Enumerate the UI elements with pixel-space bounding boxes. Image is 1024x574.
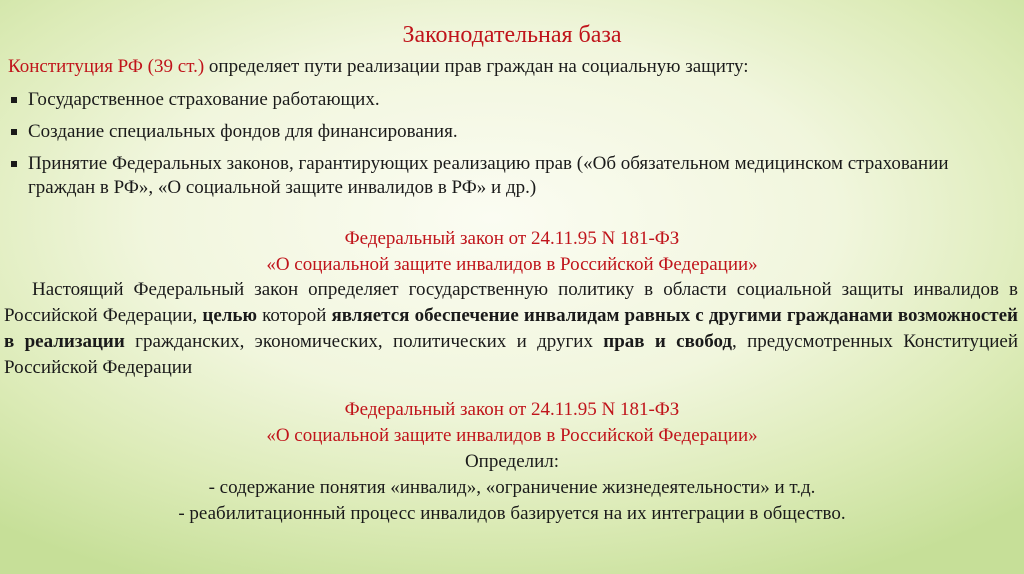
defined-block — [0, 449, 1024, 527]
bullet-item — [10, 152, 1010, 200]
law-heading-2 — [0, 397, 1024, 449]
paragraph-text: Настоящий Федеральный закон определяет государственную политику в области социальной защиты инвалидов в Российской Федерации, — [4, 279, 1018, 326]
paragraph-text: которой — [257, 305, 332, 326]
bullet-text: Государственное страхование работающих. — [28, 89, 380, 110]
paragraph-bold-text: целью — [202, 305, 257, 326]
bullet-item — [10, 120, 1010, 144]
defined-item: - реабилитационный процесс инвалидов базируется на их интеграции в общество. — [178, 503, 846, 524]
law-name: «О социальной защите инвалидов в Российской Федерации» — [266, 254, 758, 275]
square-bullet-icon — [11, 161, 17, 167]
bullet-text: Создание специальных фондов для финансирования. — [28, 121, 458, 142]
paragraph-bold-text: прав и свобод — [603, 331, 733, 352]
square-bullet-icon — [11, 129, 17, 135]
square-bullet-icon — [11, 97, 17, 103]
intro-line — [8, 54, 749, 80]
paragraph-bold-text: является обеспечение инвалидам равных с другими гражданами возможностей в реализации — [4, 305, 1018, 352]
intro-text: определяет пути реализации прав граждан на социальную защиту: — [204, 56, 749, 77]
constitution-reference: Конституция РФ (39 ст.) — [8, 56, 205, 77]
law-number: Федеральный закон от 24.11.95 N 181-ФЗ — [344, 228, 680, 249]
paragraph-text: , предусмотренных Конституцией Российской Федерации — [4, 331, 1018, 378]
paragraph-text: гражданских, экономических, политических и других — [124, 331, 604, 352]
bullet-text: Принятие Федеральных законов, гарантирующих реализацию прав («Об обязательном медицинском страховании граждан в РФ», «О социальной защите инвалидов в РФ» и др.) — [28, 153, 949, 198]
law-name: «О социальной защите инвалидов в Российской Федерации» — [266, 425, 758, 446]
bullet-item — [10, 88, 1010, 112]
law-number: Федеральный закон от 24.11.95 N 181-ФЗ — [344, 399, 680, 420]
defined-heading: Определил: — [464, 451, 560, 472]
slide-title: Законодательная база — [402, 22, 622, 48]
defined-item: - содержание понятия «инвалид», «ограничение жизнедеятельности» и т.д. — [208, 477, 816, 498]
law-description-paragraph — [4, 277, 1018, 381]
bullet-list — [10, 88, 1010, 208]
law-heading-1 — [0, 226, 1024, 278]
